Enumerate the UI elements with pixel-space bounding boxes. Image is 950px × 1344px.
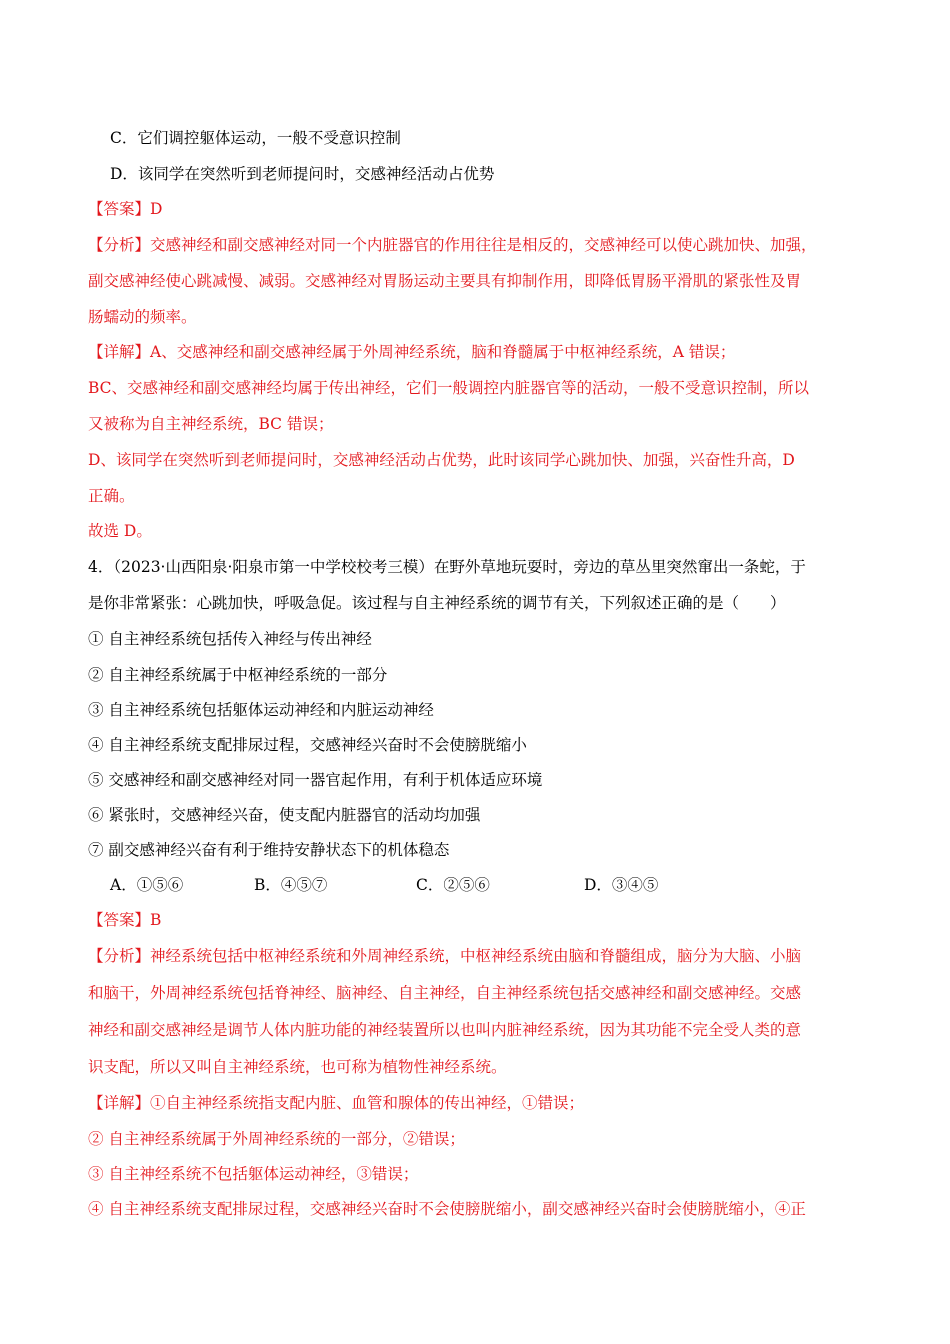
q3-detail-line: BC、交感神经和副交感神经均属于传出神经，它们一般调控内脏器官等的活动，一般不受意识控制，所以 [88, 379, 810, 397]
q3-option-d: D．该同学在突然听到老师提问时，交感神经活动占优势 [110, 165, 495, 183]
q4-statement: ⑦ 副交感神经兴奋有利于维持安静状态下的机体稳态 [88, 841, 450, 859]
q4-detail-line: ③ 自主神经系统不包括躯体运动神经，③错误； [88, 1165, 419, 1183]
q3-analysis-line: 肠蠕动的频率。 [88, 308, 197, 326]
q3-detail-line: 正确。 [88, 487, 135, 505]
q4-detail-line: ② 自主神经系统属于外周神经系统的一部分，②错误； [88, 1130, 465, 1148]
q3-analysis-line: 【分析】交感神经和副交感神经对同一个内脏器官的作用往往是相反的，交感神经可以使心跳加快、加强， [88, 236, 817, 254]
q3-detail-line: 又被称为自主神经系统，BC 错误； [88, 415, 334, 433]
q4-stem-line: 4．（2023·山西阳泉·阳泉市第一中学校校考三模）在野外草地玩耍时，旁边的草丛里突然窜出一条蛇，于 [88, 558, 806, 576]
q3-answer: 【答案】D [88, 200, 163, 218]
q4-option-b: B．④⑤⑦ [254, 876, 328, 894]
q4-statement: ⑥ 紧张时，交感神经兴奋，使支配内脏器官的活动均加强 [88, 806, 481, 824]
q4-analysis-line: 神经和副交感神经是调节人体内脏功能的神经装置所以也叫内脏神经系统，因为其功能不完全受人类的意 [88, 1021, 802, 1039]
q4-answer: 【答案】B [88, 911, 162, 929]
q4-analysis-line: 和脑干，外周神经系统包括脊神经、脑神经、自主神经，自主神经系统包括交感神经和副交感神经。交感 [88, 984, 802, 1002]
q4-statement: ⑤ 交感神经和副交感神经对同一器官起作用，有利于机体适应环境 [88, 771, 543, 789]
q4-statement: ② 自主神经系统属于中枢神经系统的一部分 [88, 666, 388, 684]
q3-option-c: C．它们调控躯体运动，一般不受意识控制 [110, 129, 401, 147]
q3-detail-line: D、该同学在突然听到老师提问时，交感神经活动占优势，此时该同学心跳加快、加强，兴奋性升高，D [88, 451, 795, 469]
q4-statement: ④ 自主神经系统支配排尿过程，交感神经兴奋时不会使膀胱缩小 [88, 736, 527, 754]
q4-option-c: C．②⑤⑥ [416, 876, 490, 894]
q4-option-a: A．①⑤⑥ [110, 876, 184, 894]
q4-detail-line: 【详解】①自主神经系统指支配内脏、血管和腺体的传出神经，①错误； [88, 1094, 585, 1112]
q4-analysis-line: 【分析】神经系统包括中枢神经系统和外周神经系统，中枢神经系统由脑和脊髓组成，脑分为大脑、小脑 [88, 947, 802, 965]
q3-conclusion: 故选 D。 [88, 522, 152, 540]
q4-analysis-line: 识支配，所以又叫自主神经系统，也可称为植物性神经系统。 [88, 1058, 507, 1076]
q4-detail-line: ④ 自主神经系统支配排尿过程，交感神经兴奋时不会使膀胱缩小，副交感神经兴奋时会使膀胱缩小，④正 [88, 1200, 806, 1218]
q4-statement: ① 自主神经系统包括传入神经与传出神经 [88, 630, 372, 648]
q3-analysis-line: 副交感神经使心跳减慢、减弱。交感神经对胃肠运动主要具有抑制作用，即降低胃肠平滑肌的紧张性及胃 [88, 272, 802, 290]
q4-option-d: D．③④⑤ [584, 876, 659, 894]
q4-options [110, 875, 810, 895]
q4-stem-line: 是你非常紧张：心跳加快，呼吸急促。该过程与自主神经系统的调节有关，下列叙述正确的是（ ） [88, 594, 786, 612]
q4-statement: ③ 自主神经系统包括躯体运动神经和内脏运动神经 [88, 701, 434, 719]
q3-detail-line: 【详解】A、交感神经和副交感神经属于外周神经系统，脑和脊髓属于中枢神经系统，A 错误； [88, 343, 736, 361]
